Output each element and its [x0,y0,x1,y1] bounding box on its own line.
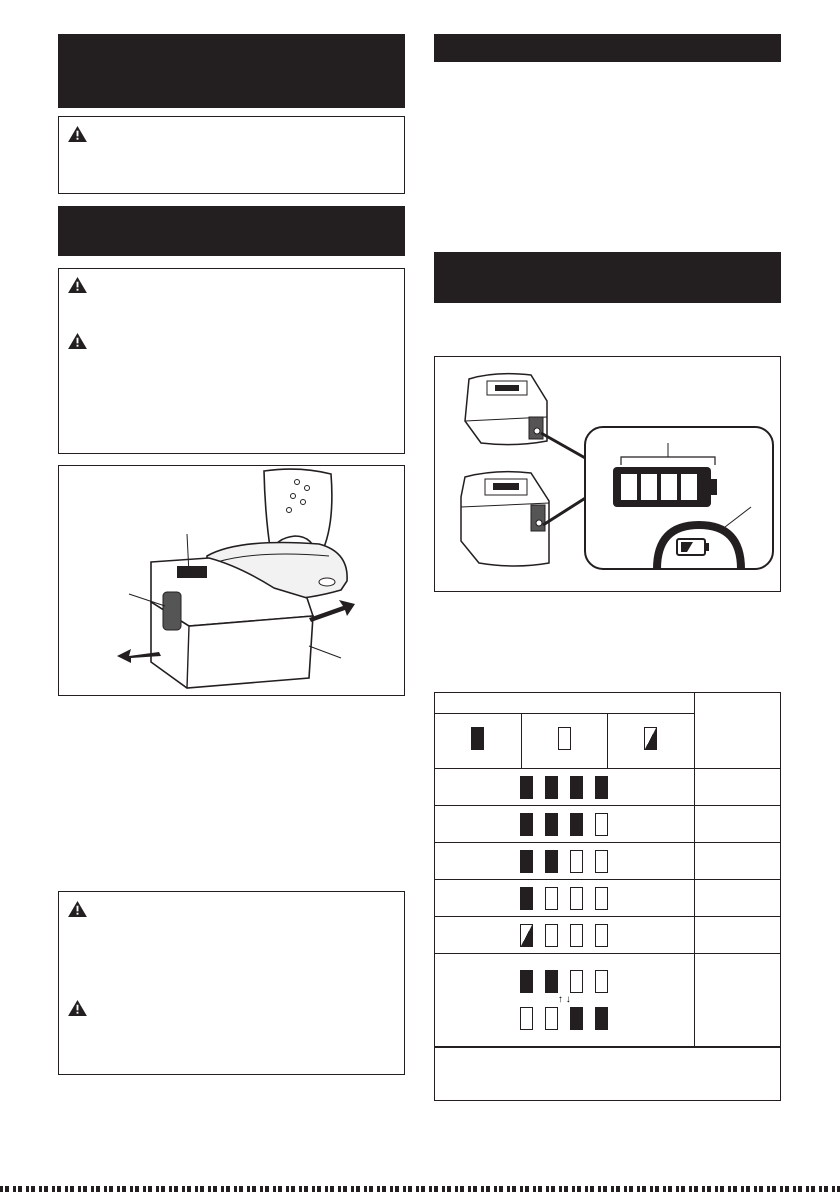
lamp-on-icon [545,850,558,873]
table-row [435,843,781,880]
warning-box-3 [58,891,405,1075]
lamp-on-icon [520,813,533,836]
lamp-on-icon [570,1007,583,1030]
lamp-off-icon [570,970,583,993]
lamp-on-icon [520,970,533,993]
table-row [435,806,781,843]
lamp-blinking-icon [520,924,533,947]
table-row [435,769,781,806]
figure-battery-indicator [434,356,781,592]
table-row [435,917,781,954]
lamp-off-icon [570,850,583,873]
lamp-group [435,850,694,873]
warning-triangle-icon [68,277,87,293]
capacity-cell [694,843,780,880]
warning-triangle-icon [68,901,87,917]
indicator-header [435,693,695,714]
indicator-table [434,692,781,1047]
left-heading-2 [58,206,405,256]
lamp-group [435,970,694,993]
warning-box-2 [58,268,405,454]
lamp-off-icon [595,924,608,947]
lamp-group [435,813,694,836]
table-row [435,880,781,917]
capacity-cell [694,806,780,843]
lamp-group [435,887,694,910]
lamp-off-icon [570,924,583,947]
legend-off [521,714,608,769]
lamp-on-icon [545,813,558,836]
lamp-off-icon [570,887,583,910]
warning-triangle-icon [68,333,87,349]
lamp-off-icon [595,887,608,910]
note-box [434,1047,781,1101]
legend-blinking [608,714,695,769]
capacity-cell [694,954,780,1047]
lamp-on-icon [570,776,583,799]
table-row [435,954,781,1047]
lamp-group [435,1007,694,1030]
warning-triangle-icon [68,1000,87,1016]
remaining-capacity-header [694,693,780,769]
lamp-on-icon [471,727,484,750]
lamp-off-icon [545,887,558,910]
lamp-off-icon [595,813,608,836]
lamp-off-icon [595,970,608,993]
capacity-cell [694,769,780,806]
figure-tool-battery [58,465,405,696]
right-heading-2 [434,252,781,303]
tool-with-battery-cartridge-illustration [59,466,404,695]
lamp-group [435,776,694,799]
lamp-on-icon [520,776,533,799]
lamp-on-icon [595,1007,608,1030]
lamp-off-icon [558,727,571,750]
right-heading-1 [434,34,781,62]
battery-cartridges-with-indicator-illustration [435,357,780,591]
lamp-on-icon [520,887,533,910]
legend-on [435,714,522,769]
alternating-arrows-icon: ↑ ↓ [557,994,571,1005]
lamp-blinking-icon [644,727,657,750]
capacity-cell [694,880,780,917]
capacity-cell [694,917,780,954]
lamp-on-icon [545,776,558,799]
lamp-group [435,924,694,947]
warning-triangle-icon [68,126,87,142]
left-heading-1 [58,34,405,108]
warning-box-1 [58,116,405,194]
lamp-off-icon [545,1007,558,1030]
lamp-off-icon [545,924,558,947]
lamp-on-icon [570,813,583,836]
lamp-off-icon [520,1007,533,1030]
lamp-on-icon [595,776,608,799]
lamp-on-icon [545,970,558,993]
lamp-off-icon [595,850,608,873]
lamp-on-icon [520,850,533,873]
footer-strip [0,1186,840,1192]
